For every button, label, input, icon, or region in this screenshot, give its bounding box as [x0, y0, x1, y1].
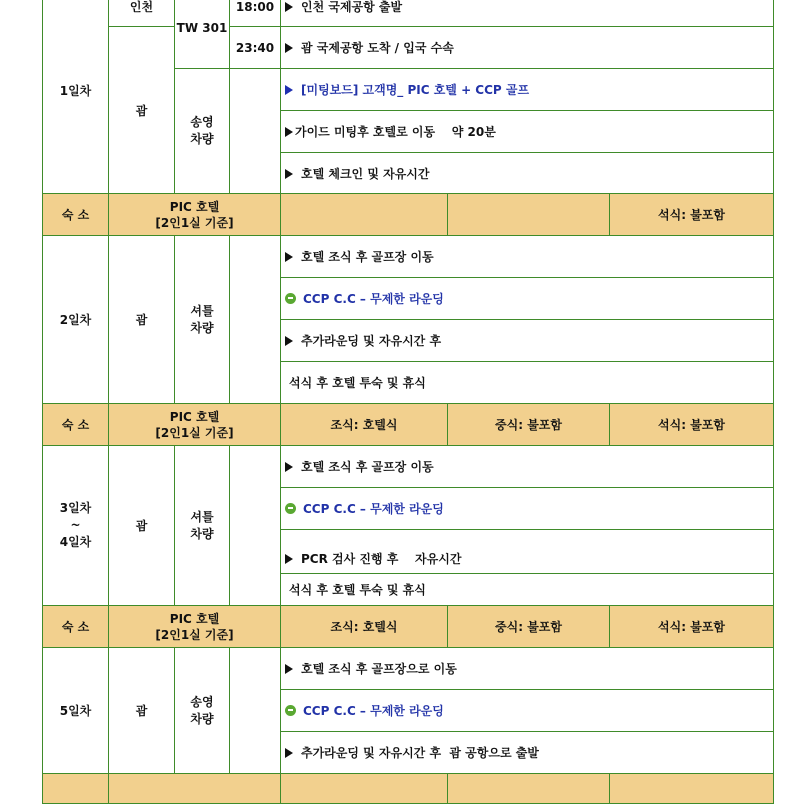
transport-cell: 셔틀 차량 [175, 446, 230, 606]
activity-text: 인천 국제공항 출발 [301, 0, 403, 14]
hotel-cell: PIC 호텔 [2인1실 기준] [109, 404, 281, 446]
golf-icon [285, 503, 296, 514]
location-cell: 괌 [109, 236, 175, 404]
activity-cell [281, 362, 774, 404]
arrow-icon [285, 748, 293, 758]
activity-text: CCP C.C – 무제한 라운딩 [303, 704, 444, 718]
day-label: 2일차 [43, 236, 109, 404]
accommodation-row [43, 774, 774, 804]
activity-cell [281, 648, 774, 690]
activity-text: CCP C.C – 무제한 라운딩 [303, 502, 444, 516]
arrow-icon [285, 252, 293, 262]
hotel-cell: PIC 호텔 [2인1실 기준] [109, 194, 281, 236]
day-label: 1일차 [43, 0, 109, 194]
accommodation-row [43, 194, 774, 236]
flight-cell: TW 301 [175, 0, 230, 69]
activity-cell [281, 27, 774, 69]
activity-cell [281, 320, 774, 362]
meal-dinner: 석식: 불포함 [610, 194, 774, 236]
hotel-cell [109, 774, 281, 804]
time-cell-empty [230, 446, 281, 606]
activity-text: [미팅보드] 고객명_ PIC 호텔 + CCP 골프 [301, 83, 530, 97]
activity-cell [281, 488, 774, 530]
activity-cell [281, 690, 774, 732]
arrow-icon [285, 43, 293, 53]
activity-text: 호텔 조식 후 골프장 이동 [301, 250, 434, 264]
transport-cell: 송영 차량 [175, 69, 230, 194]
location-cell: 괌 [109, 27, 175, 194]
location-cell: 괌 [109, 446, 175, 606]
arrow-icon [285, 462, 293, 472]
activity-text: 추가라운딩 및 자유시간 후 [301, 334, 442, 348]
location-cell: 괌 [109, 648, 175, 774]
meal-lunch: 중식: 불포함 [448, 606, 610, 648]
activity-text: 석식 후 호텔 투숙 및 휴식 [289, 376, 426, 390]
meal-breakfast [281, 194, 448, 236]
activity-cell [281, 111, 774, 153]
meal-lunch [448, 194, 610, 236]
golf-icon [285, 705, 296, 716]
meal-dinner: 석식: 불포함 [610, 404, 774, 446]
activity-cell [281, 0, 774, 27]
meal-breakfast: 조식: 호텔식 [281, 404, 448, 446]
arrow-icon [285, 2, 293, 12]
meal-breakfast: 조식: 호텔식 [281, 606, 448, 648]
stay-label: 숙 소 [43, 606, 109, 648]
arrow-icon [285, 127, 293, 137]
table-row [43, 446, 774, 488]
table-row [43, 27, 774, 69]
stay-label: 숙 소 [43, 194, 109, 236]
activity-text: 석식 후 호텔 투숙 및 휴식 [289, 583, 426, 597]
activity-text: 가이드 미팅후 호텔로 이동 약 20분 [295, 125, 496, 139]
meal-breakfast [281, 774, 448, 804]
transport-cell: 송영 차량 [175, 648, 230, 774]
table-row [43, 648, 774, 690]
time-cell: 18:00 [230, 0, 281, 27]
location-cell: 인천 [109, 0, 175, 27]
stay-label [43, 774, 109, 804]
time-cell-empty [230, 236, 281, 404]
accommodation-row [43, 606, 774, 648]
arrow-icon [285, 554, 293, 564]
activity-text: 호텔 체크인 및 자유시간 [301, 166, 430, 181]
activity-text: 호텔 조식 후 골프장 이동 [301, 460, 434, 474]
activity-cell [281, 574, 774, 606]
day-label: 5일차 [43, 648, 109, 774]
activity-text: CCP C.C – 무제한 라운딩 [303, 292, 444, 306]
arrow-icon [285, 664, 293, 674]
time-cell: 23:40 [230, 27, 281, 69]
activity-text: 추가라운딩 및 자유시간 후 괌 공항으로 출발 [301, 746, 539, 760]
activity-cell [281, 278, 774, 320]
activity-cell [281, 732, 774, 774]
time-cell-empty [230, 69, 281, 194]
activity-cell [281, 236, 774, 278]
accommodation-row [43, 404, 774, 446]
activity-text: 호텔 조식 후 골프장으로 이동 [301, 662, 457, 676]
arrow-icon [285, 85, 293, 95]
itinerary-table [42, 0, 774, 804]
activity-text: PCR 검사 진행 후 자유시간 [301, 552, 462, 566]
activity-cell [281, 69, 774, 111]
day-label: 3일차 ~ 4일차 [43, 446, 109, 606]
stay-label: 숙 소 [43, 404, 109, 446]
golf-icon [285, 293, 296, 304]
activity-cell [281, 153, 774, 194]
activity-cell [281, 446, 774, 488]
meal-dinner [610, 774, 774, 804]
meal-lunch [448, 774, 610, 804]
meal-lunch: 중식: 불포함 [448, 404, 610, 446]
arrow-icon [285, 169, 293, 179]
table-row [43, 0, 774, 27]
hotel-cell: PIC 호텔 [2인1실 기준] [109, 606, 281, 648]
meal-dinner: 석식: 불포함 [610, 606, 774, 648]
itinerary-sheet [42, 0, 773, 804]
activity-text: 괌 국제공항 도착 / 입국 수속 [301, 41, 454, 55]
activity-cell [281, 530, 774, 574]
transport-cell: 셔틀 차량 [175, 236, 230, 404]
time-cell-empty [230, 648, 281, 774]
arrow-icon [285, 336, 293, 346]
table-row [43, 236, 774, 278]
